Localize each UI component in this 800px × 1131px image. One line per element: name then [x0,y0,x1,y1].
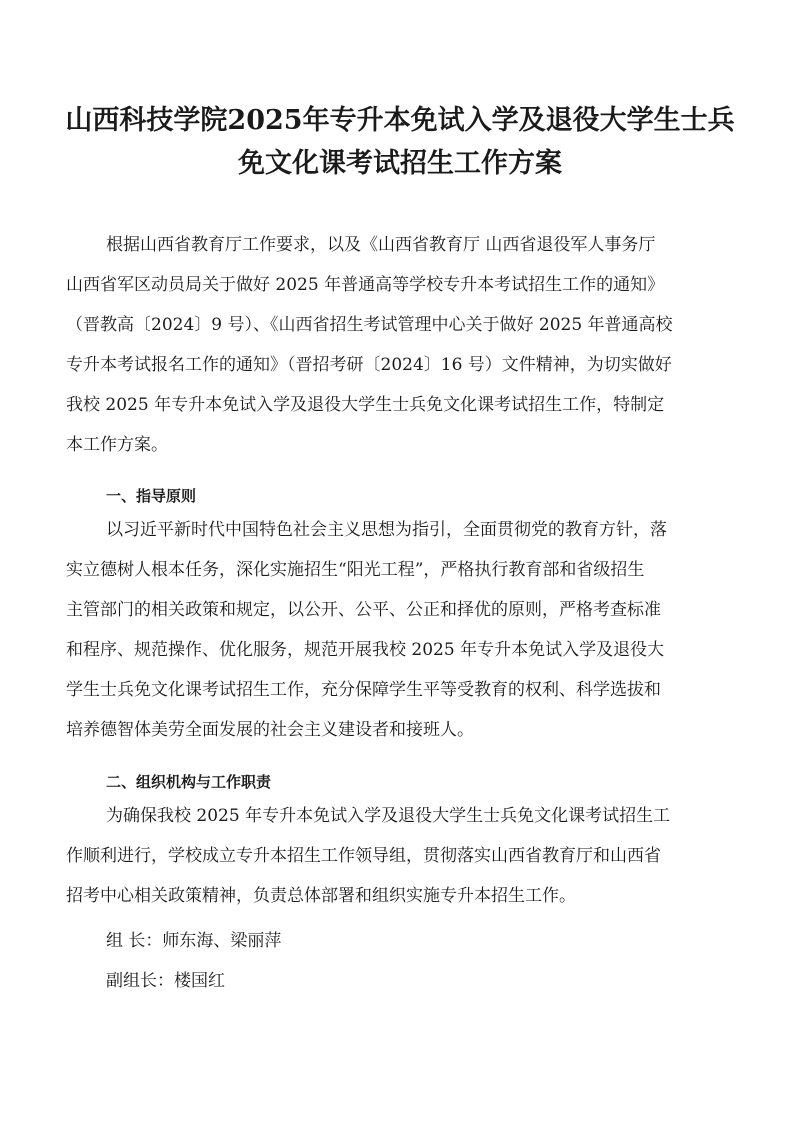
section-2-line-2: 作顺利进行，学校成立专升本招生工作领导组，贯彻落实山西省教育厅和山西省 [66,846,661,866]
deputy-leader-line: 副组长：楼国红 [106,971,225,991]
section-1-line-2: 实立德树人根本任务，深化实施招生“阳光工程”，严格执行教育部和省级招生 [66,560,645,580]
section-2-line-1: 为确保我校 2025 年专升本免试入学及退役大学生士兵免文化课考试招生工 [106,806,671,826]
section-2-heading: 二、组织机构与工作职责 [106,773,272,791]
section-1-line-6: 培养德智体美劳全面发展的社会主义建设者和接班人。 [66,720,474,740]
section-1-line-1: 以习近平新时代中国特色社会主义思想为指引，全面贯彻党的教育方针，落 [106,520,667,540]
intro-line-6: 本工作方案。 [66,435,168,455]
section-1-heading: 一、指导原则 [106,487,197,505]
intro-line-5: 我校 2025 年专升本免试入学及退役大学生士兵免文化课考试招生工作，特制定 [66,395,665,415]
document-title-line-1: 山西科技学院2025年专升本免试入学及退役大学生士兵 [65,105,735,136]
section-2-line-3: 招考中心相关政策精神，负责总体部署和组织实施专升本招生工作。 [66,886,576,906]
leader-line: 组 长：师东海、梁丽萍 [106,931,282,951]
intro-line-4: 专升本考试报名工作的通知》（晋招考研〔2024〕16 号）文件精神，为切实做好 [66,355,672,375]
intro-line-3: （晋教高〔2024〕9 号）、《山西省招生考试管理中心关于做好 2025 年普通高校 [66,315,673,335]
intro-line-2: 山西省军区动员局关于做好 2025 年普通高等学校专升本考试招生工作的通知》 [66,275,665,295]
document-title-line-2: 免文化课考试招生工作方案 [238,148,562,179]
section-1-line-5: 学生士兵免文化课考试招生工作，充分保障学生平等受教育的权利、科学选拔和 [66,680,661,700]
section-1-line-3: 主管部门的相关政策和规定，以公开、公平、公正和择优的原则，严格考查标准 [66,600,661,620]
section-1-line-4: 和程序、规范操作、优化服务，规范开展我校 2025 年专升本免试入学及退役大 [66,640,665,660]
intro-line-1: 根据山西省教育厅工作要求，以及《山西省教育厅 山西省退役军人事务厅 [106,235,656,255]
